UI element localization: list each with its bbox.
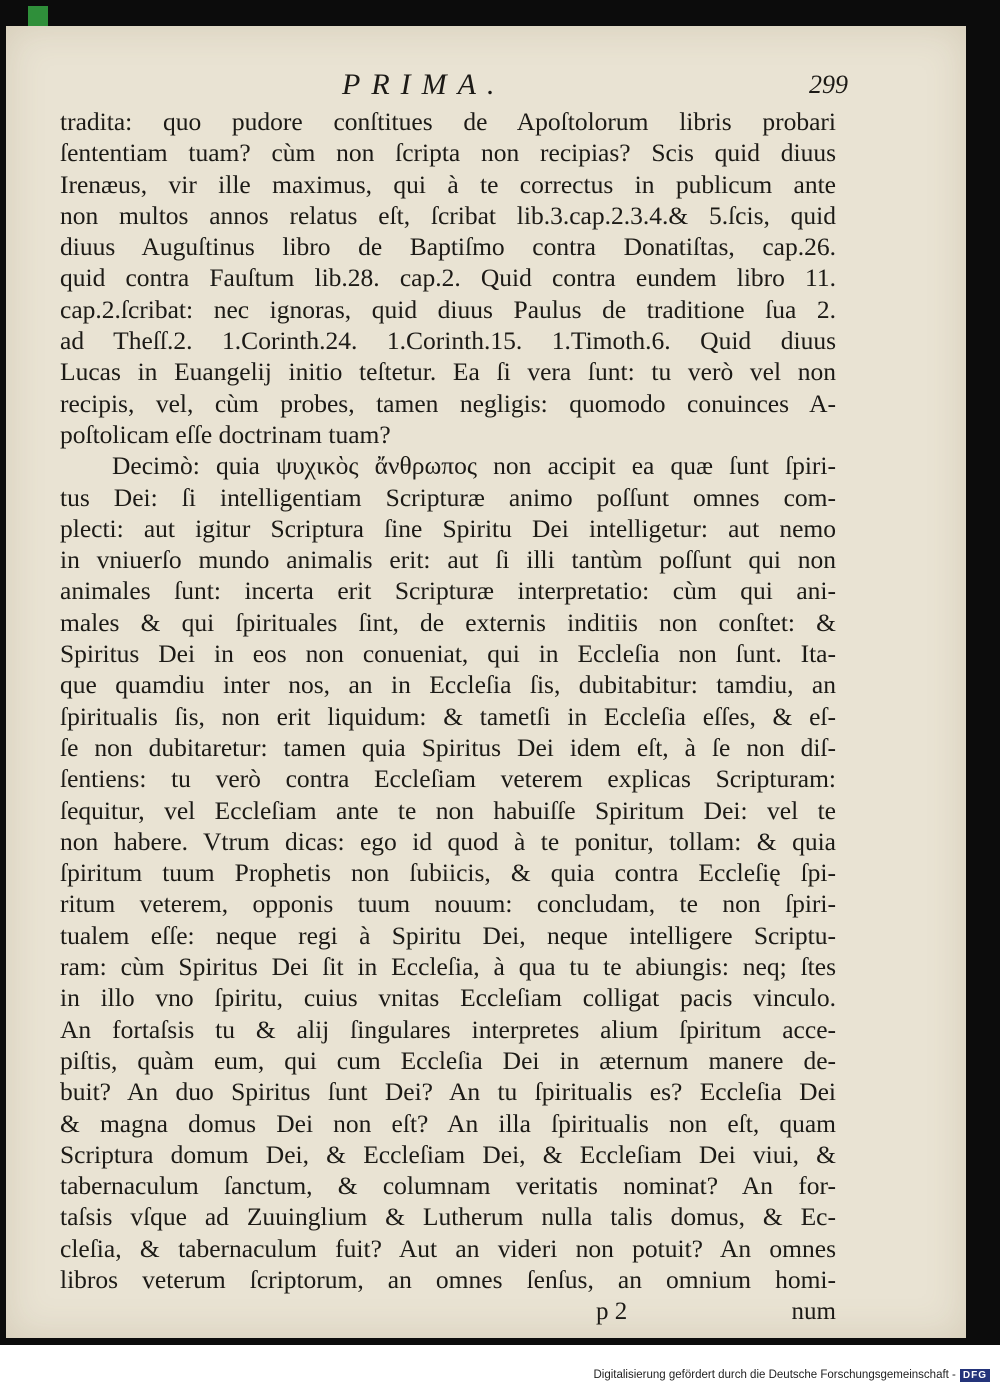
text-line: plecti: aut igitur Scriptura ſine Spiritu Dei intelligetur: aut nemo — [60, 513, 836, 543]
running-head — [66, 68, 848, 104]
page-number: 299 — [809, 70, 848, 99]
text-line: Lucas in Euangelij initio teſtetur. Ea ſi vera ſunt: tu verò vel non — [60, 357, 836, 387]
text-line: cleſia, & tabernaculum fuit? Aut an videri non potuit? An omnes — [60, 1233, 836, 1263]
running-head-title: PRIMA. — [342, 68, 506, 101]
text-line: & magna domus Dei non eſt? An illa ſpiritualis non eſt, quam — [60, 1108, 836, 1138]
text-line-paragraph-start: Decimò: quia ψυχικὸς ἄνθρωπος non accipit ea quæ ſunt ſpiri- — [112, 451, 836, 481]
text-line: Irenæus, vir ille maximus, qui à te correctus in publicum ante — [60, 169, 836, 199]
text-line: poſtolicam eſſe doctrinam tuam? — [60, 419, 391, 449]
text-line: tabernaculum ſanctum, & columnam veritatis nominat? An for- — [60, 1171, 836, 1201]
text-line: ſequitur, vel Eccleſiam ante te non habuiſſe Spiritum Dei: vel te — [60, 795, 836, 825]
text-line: que quamdiu inter nos, an in Eccleſia ſis, dubitabitur: tamdiu, an — [60, 670, 836, 700]
text-line: recipis, vel, cùm probes, tamen negligis: quomodo conuinces A- — [60, 388, 836, 418]
text-line: diuus Auguſtinus libro de Baptiſmo contra Donatiſtas, cap.26. — [60, 232, 836, 262]
text-line: Scriptura domum Dei, & Eccleſiam Dei, & Eccleſiam Dei viui, & — [60, 1139, 836, 1169]
text-line: ad Theſſ.2. 1.Corinth.24. 1.Corinth.15. 1.Timoth.6. Quid diuus — [60, 326, 836, 356]
text-line: animales ſunt: incerta erit Scripturæ interpretatio: cùm qui ani- — [60, 576, 836, 606]
digitization-credit — [593, 1367, 990, 1383]
body-text — [60, 106, 836, 1295]
text-line: quid contra Fauſtum lib.28. cap.2. Quid contra eundem libro 11. — [60, 263, 836, 293]
text-line: libros veterum ſcriptorum, an omnes ſenſus, an omnium homi- — [60, 1264, 836, 1294]
text-line: ritum veterem, opponis tuum nouum: concludam, te non ſpiri- — [60, 889, 836, 919]
text-line: taſsis vſque ad Zuuinglium & Lutherum nulla talis domus, & Ec- — [60, 1202, 836, 1232]
text-line: non habere. Vtrum dicas: ego id quod à te ponitur, tollam: & quia — [60, 826, 836, 856]
text-line: ſententiam tuam? cùm non ſcripta non recipias? Scis quid diuus — [60, 138, 836, 168]
text-line: males & qui ſpirituales ſint, de externis inditiis non conſtet: & — [60, 607, 836, 637]
text-line: ſe non dubitaretur: tamen quia Spiritus Dei idem eſt, à ſe non diſ- — [60, 732, 836, 762]
text-line: piſtis, quàm eum, qui cum Eccleſia Dei in æternum manere de- — [60, 1045, 836, 1075]
text-line: tradita: quo pudore conſtitues de Apoſtolorum libris probari — [60, 107, 836, 136]
text-line: buit? An duo Spiritus ſunt Dei? An tu ſpiritualis es? Eccleſia Dei — [60, 1077, 836, 1107]
text-line: An fortaſsis tu & alij ſingulares interpretes alium ſpiritum acce- — [60, 1014, 836, 1044]
text-line: non multos annos relatus eſt, ſcribat lib.3.cap.2.3.4.& 5.ſcis, quid — [60, 200, 836, 230]
text-line: Spiritus Dei in eos non conueniat, qui in Eccleſia non ſunt. Ita- — [60, 639, 836, 669]
page-footer — [60, 1294, 836, 1328]
credit-text: Digitalisierung gefördert durch die Deutsche Forschungsgemeinschaft - — [593, 1369, 956, 1381]
text-line: tus Dei: ſi intelligentiam Scripturæ animo poſſunt omnes com- — [60, 482, 836, 512]
color-calibration-marker — [28, 6, 48, 26]
text-line: ſentiens: tu verò contra Eccleſiam veterem explicas Scripturam: — [60, 764, 836, 794]
text-line: ſpiritualis ſis, non erit liquidum: & tametſi in Eccleſia eſſes, & eſ- — [60, 701, 836, 731]
text-line: tualem eſſe: neque regi à Spiritu Dei, neque intelligere Scriptu- — [60, 920, 836, 950]
text-line: in vniuerſo mundo animalis erit: aut ſi illi tantùm poſſunt qui non — [60, 545, 836, 575]
dfg-logo-icon: DFG — [960, 1369, 990, 1382]
text-line: in illo vno ſpiritu, cuius vnitas Eccleſiam colligat pacis vinculo. — [60, 983, 836, 1013]
catchword: num — [791, 1298, 836, 1325]
book-page — [6, 26, 966, 1338]
text-line: ſpiritum tuum Prophetis non ſubiicis, & quia contra Eccleſię ſpi- — [60, 858, 836, 888]
signature-mark: p 2 — [596, 1298, 628, 1325]
text-line: ram: cùm Spiritus Dei ſit in Eccleſia, à qua tu te abiungis: neq; ſtes — [60, 952, 836, 982]
text-line: cap.2.ſcribat: nec ignoras, quid diuus Paulus de traditione ſua 2. — [60, 294, 836, 324]
